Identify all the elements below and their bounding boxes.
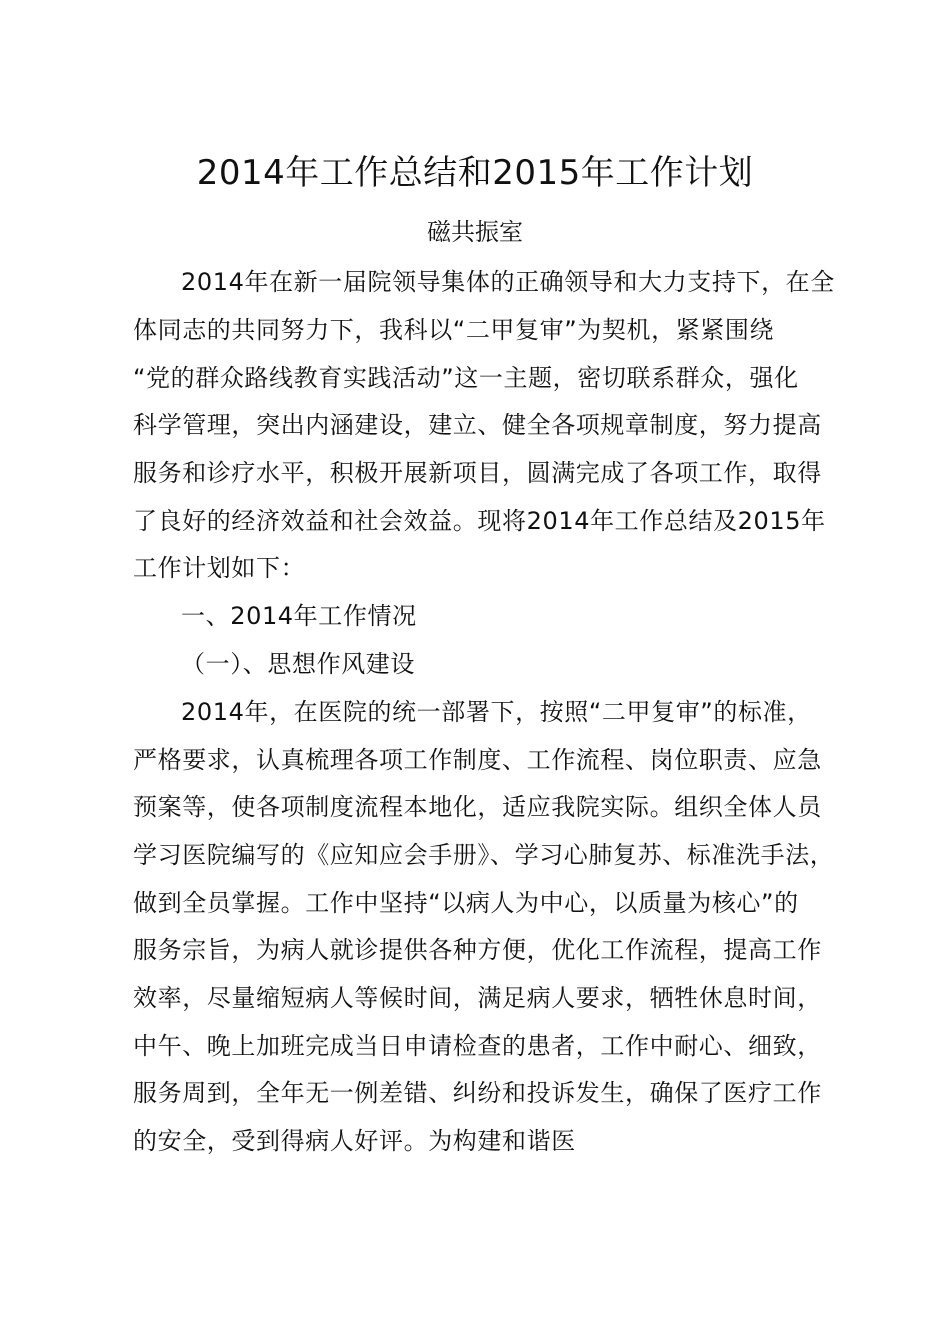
intro-line: 体同志的共同努力下，我科以“二甲复审”为契机，紧紧围绕 bbox=[133, 316, 775, 344]
body-line: 服务周到，全年无一例差错、纠纷和投诉发生，确保了医疗工作 bbox=[133, 1079, 822, 1107]
body-line: 中午、晚上加班完成当日申请检查的患者，工作中耐心、细致， bbox=[133, 1032, 822, 1060]
body-line: 的安全，受到得病人好评。为构建和谐医 bbox=[133, 1127, 576, 1155]
intro-line: 工作计划如下： bbox=[133, 554, 306, 582]
intro-line: 科学管理，突出内涵建设，建立、健全各项规章制度，努力提高 bbox=[133, 411, 822, 439]
subsection-heading: （一）、思想作风建设 bbox=[181, 650, 415, 678]
intro-line: 服务和诊疗水平，积极开展新项目，圆满完成了各项工作，取得 bbox=[133, 459, 822, 487]
intro-line: 了良好的经济效益和社会效益。现将2014年工作总结及2015年 bbox=[133, 507, 826, 535]
document-title: 2014年工作总结和2015年工作计划 bbox=[196, 153, 754, 193]
body-line: 预案等，使各项制度流程本地化，适应我院实际。组织全体人员 bbox=[133, 793, 822, 821]
body-line: 学习医院编写的《应知应会手册》、学习心肺复苏、标准洗手法， bbox=[133, 841, 835, 869]
body-line: 做到全员掌握。工作中坚持“以病人为中心，以质量为核心”的 bbox=[133, 889, 799, 917]
intro-line: 2014年在新一届院领导集体的正确领导和大力支持下，在全 bbox=[181, 268, 835, 296]
body-line: 效率，尽量缩短病人等候时间，满足病人要求，牺牲休息时间， bbox=[133, 984, 822, 1012]
body-line: 服务宗旨，为病人就诊提供各种方便，优化工作流程，提高工作 bbox=[133, 936, 822, 964]
section-heading: 一、2014年工作情况 bbox=[181, 602, 417, 630]
intro-line: “党的群众路线教育实践活动”这一主题，密切联系群众，强化 bbox=[133, 364, 799, 392]
body-line: 严格要求，认真梳理各项工作制度、工作流程、岗位职责、应急 bbox=[133, 746, 822, 774]
body-line: 2014年，在医院的统一部署下，按照“二甲复审”的标准， bbox=[181, 698, 812, 726]
department-name: 磁共振室 bbox=[427, 218, 523, 246]
